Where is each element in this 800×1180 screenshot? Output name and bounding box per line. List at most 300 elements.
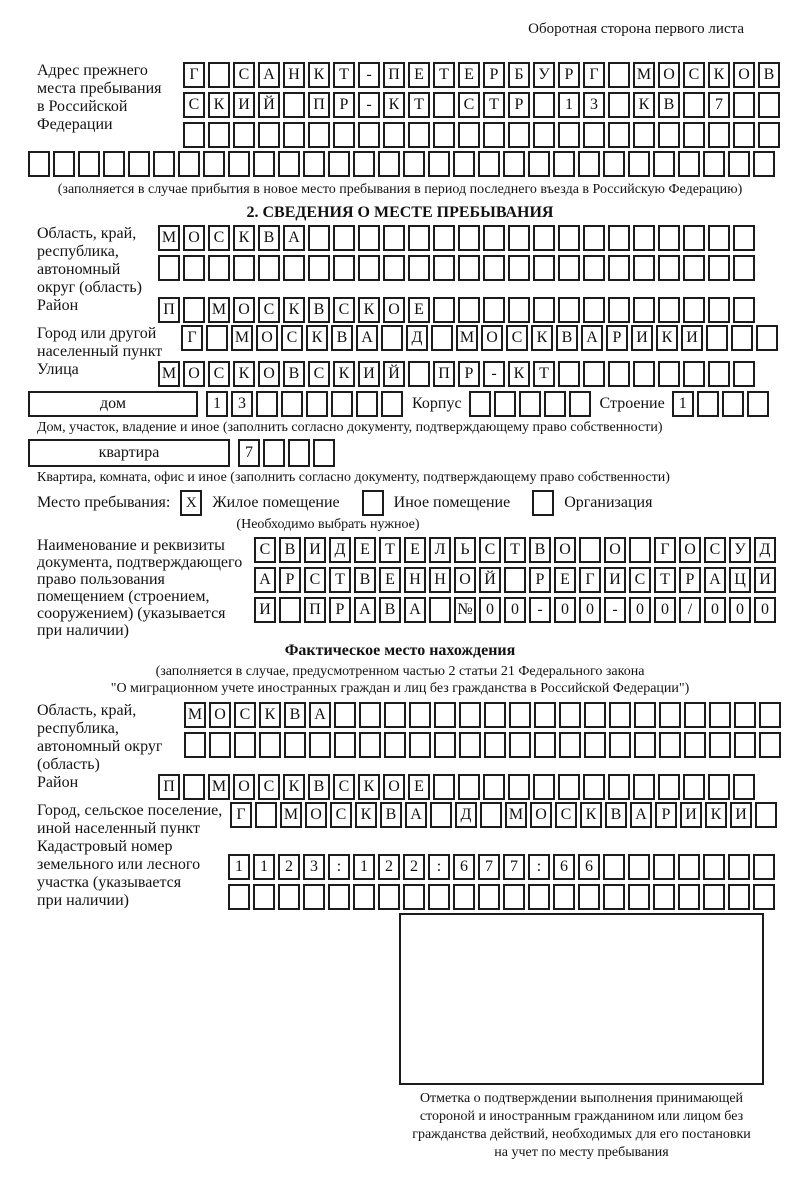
char-cell[interactable] (544, 391, 566, 417)
char-cell[interactable]: И (304, 537, 326, 563)
char-cell[interactable]: В (308, 297, 330, 323)
char-cell[interactable] (722, 391, 744, 417)
char-cell[interactable] (683, 774, 705, 800)
char-cell[interactable] (430, 802, 452, 828)
char-cell[interactable] (359, 732, 381, 758)
char-cell[interactable]: / (679, 597, 701, 623)
char-cell[interactable]: В (354, 567, 376, 593)
char-cell[interactable] (183, 122, 205, 148)
char-cell[interactable]: Г (654, 537, 676, 563)
char-cell[interactable]: С (704, 537, 726, 563)
char-cell[interactable] (158, 255, 180, 281)
char-cell[interactable] (458, 225, 480, 251)
char-cell[interactable] (733, 774, 755, 800)
char-cell[interactable]: Й (383, 361, 405, 387)
char-cell[interactable] (709, 702, 731, 728)
char-cell[interactable]: В (529, 537, 551, 563)
char-cell[interactable]: 3 (303, 854, 325, 880)
char-cell[interactable] (708, 774, 730, 800)
char-cell[interactable] (728, 151, 750, 177)
char-cell[interactable]: 6 (578, 854, 600, 880)
char-cell[interactable]: С (281, 325, 303, 351)
char-cell[interactable]: Р (679, 567, 701, 593)
char-cell[interactable] (434, 702, 456, 728)
char-cell[interactable]: А (258, 62, 280, 88)
char-cell[interactable]: М (208, 774, 230, 800)
char-cell[interactable] (256, 391, 278, 417)
char-cell[interactable]: О (554, 537, 576, 563)
char-cell[interactable] (733, 361, 755, 387)
char-cell[interactable]: И (730, 802, 752, 828)
char-cell[interactable] (658, 225, 680, 251)
char-cell[interactable]: С (555, 802, 577, 828)
char-cell[interactable]: А (404, 597, 426, 623)
char-cell[interactable]: 7 (478, 854, 500, 880)
char-cell[interactable]: Р (279, 567, 301, 593)
char-cell[interactable]: К (208, 92, 230, 118)
char-cell[interactable]: В (283, 361, 305, 387)
char-cell[interactable]: К (656, 325, 678, 351)
char-cell[interactable] (408, 225, 430, 251)
char-cell[interactable] (583, 122, 605, 148)
char-cell[interactable] (409, 702, 431, 728)
char-cell[interactable] (658, 297, 680, 323)
char-cell[interactable]: В (658, 92, 680, 118)
char-cell[interactable] (353, 884, 375, 910)
char-cell[interactable]: С (208, 361, 230, 387)
char-cell[interactable] (708, 122, 730, 148)
char-cell[interactable] (208, 122, 230, 148)
char-cell[interactable]: 7 (708, 92, 730, 118)
char-cell[interactable] (403, 884, 425, 910)
char-cell[interactable]: Н (429, 567, 451, 593)
char-cell[interactable]: М (633, 62, 655, 88)
char-cell[interactable] (733, 255, 755, 281)
char-cell[interactable]: В (556, 325, 578, 351)
char-cell[interactable] (309, 732, 331, 758)
char-cell[interactable] (153, 151, 175, 177)
char-cell[interactable]: С (333, 774, 355, 800)
char-cell[interactable] (583, 255, 605, 281)
char-cell[interactable]: О (233, 774, 255, 800)
char-cell[interactable] (233, 255, 255, 281)
char-cell[interactable] (708, 361, 730, 387)
house-type-box[interactable]: дом (28, 391, 198, 417)
char-cell[interactable] (284, 732, 306, 758)
char-cell[interactable]: М (184, 702, 206, 728)
char-cell[interactable] (558, 774, 580, 800)
char-cell[interactable] (431, 325, 453, 351)
char-cell[interactable] (533, 122, 555, 148)
char-cell[interactable]: О (733, 62, 755, 88)
char-cell[interactable] (208, 255, 230, 281)
char-cell[interactable]: К (358, 774, 380, 800)
char-cell[interactable] (703, 884, 725, 910)
char-cell[interactable] (408, 255, 430, 281)
char-cell[interactable]: Г (579, 567, 601, 593)
char-cell[interactable]: Т (654, 567, 676, 593)
char-cell[interactable] (684, 702, 706, 728)
char-cell[interactable] (459, 702, 481, 728)
char-cell[interactable] (356, 391, 378, 417)
char-cell[interactable]: С (458, 92, 480, 118)
char-cell[interactable] (308, 225, 330, 251)
char-cell[interactable]: П (158, 774, 180, 800)
char-cell[interactable]: С (333, 297, 355, 323)
char-cell[interactable] (359, 702, 381, 728)
char-cell[interactable]: Е (408, 62, 430, 88)
char-cell[interactable] (579, 537, 601, 563)
char-cell[interactable]: О (383, 297, 405, 323)
char-cell[interactable] (533, 225, 555, 251)
char-cell[interactable] (733, 225, 755, 251)
char-cell[interactable] (559, 732, 581, 758)
char-cell[interactable]: О (454, 567, 476, 593)
char-cell[interactable]: В (258, 225, 280, 251)
char-cell[interactable]: 1 (672, 391, 694, 417)
char-cell[interactable] (283, 92, 305, 118)
char-cell[interactable] (683, 255, 705, 281)
char-cell[interactable] (658, 774, 680, 800)
char-cell[interactable] (259, 732, 281, 758)
char-cell[interactable]: Д (754, 537, 776, 563)
char-cell[interactable] (206, 325, 228, 351)
char-cell[interactable] (333, 225, 355, 251)
char-cell[interactable] (308, 122, 330, 148)
char-cell[interactable] (409, 732, 431, 758)
char-cell[interactable]: М (456, 325, 478, 351)
char-cell[interactable]: П (308, 92, 330, 118)
char-cell[interactable]: И (680, 802, 702, 828)
char-cell[interactable] (258, 255, 280, 281)
char-cell[interactable] (658, 255, 680, 281)
char-cell[interactable] (684, 732, 706, 758)
char-cell[interactable]: 7 (503, 854, 525, 880)
char-cell[interactable] (279, 597, 301, 623)
char-cell[interactable]: К (233, 225, 255, 251)
char-cell[interactable] (209, 732, 231, 758)
char-cell[interactable]: В (331, 325, 353, 351)
char-cell[interactable] (478, 151, 500, 177)
char-cell[interactable]: - (483, 361, 505, 387)
char-cell[interactable]: В (279, 537, 301, 563)
char-cell[interactable] (433, 774, 455, 800)
char-cell[interactable] (703, 151, 725, 177)
char-cell[interactable]: К (283, 297, 305, 323)
char-cell[interactable] (383, 225, 405, 251)
char-cell[interactable] (734, 732, 756, 758)
char-cell[interactable] (708, 225, 730, 251)
char-cell[interactable] (428, 151, 450, 177)
char-cell[interactable] (334, 702, 356, 728)
char-cell[interactable]: И (604, 567, 626, 593)
char-cell[interactable] (228, 151, 250, 177)
char-cell[interactable] (429, 597, 451, 623)
char-cell[interactable]: О (679, 537, 701, 563)
char-cell[interactable]: 2 (378, 854, 400, 880)
char-cell[interactable] (528, 151, 550, 177)
char-cell[interactable] (653, 151, 675, 177)
char-cell[interactable]: Р (458, 361, 480, 387)
char-cell[interactable]: С (258, 774, 280, 800)
char-cell[interactable]: С (258, 297, 280, 323)
char-cell[interactable]: 0 (704, 597, 726, 623)
char-cell[interactable] (633, 225, 655, 251)
char-cell[interactable] (609, 702, 631, 728)
char-cell[interactable]: С (506, 325, 528, 351)
char-cell[interactable] (697, 391, 719, 417)
char-cell[interactable] (553, 884, 575, 910)
char-cell[interactable] (433, 92, 455, 118)
char-cell[interactable] (608, 122, 630, 148)
char-cell[interactable]: О (383, 774, 405, 800)
char-cell[interactable] (353, 151, 375, 177)
char-cell[interactable]: Н (283, 62, 305, 88)
char-cell[interactable]: С (479, 537, 501, 563)
char-cell[interactable]: К (283, 774, 305, 800)
char-cell[interactable]: А (356, 325, 378, 351)
char-cell[interactable]: 6 (553, 854, 575, 880)
char-cell[interactable]: Е (408, 297, 430, 323)
char-cell[interactable] (508, 122, 530, 148)
char-cell[interactable] (609, 732, 631, 758)
char-cell[interactable] (184, 732, 206, 758)
char-cell[interactable] (758, 122, 780, 148)
char-cell[interactable]: К (705, 802, 727, 828)
char-cell[interactable]: Т (533, 361, 555, 387)
char-cell[interactable] (603, 151, 625, 177)
char-cell[interactable]: Р (508, 92, 530, 118)
char-cell[interactable] (728, 884, 750, 910)
char-cell[interactable]: - (358, 62, 380, 88)
char-cell[interactable] (683, 361, 705, 387)
checkbox-other-premises[interactable] (362, 490, 384, 516)
char-cell[interactable] (583, 225, 605, 251)
char-cell[interactable]: С (308, 361, 330, 387)
char-cell[interactable] (558, 297, 580, 323)
char-cell[interactable]: С (304, 567, 326, 593)
char-cell[interactable]: С (234, 702, 256, 728)
char-cell[interactable]: Й (258, 92, 280, 118)
char-cell[interactable]: : (528, 854, 550, 880)
char-cell[interactable] (756, 325, 778, 351)
char-cell[interactable]: Т (483, 92, 505, 118)
char-cell[interactable] (333, 255, 355, 281)
char-cell[interactable]: 1 (353, 854, 375, 880)
char-cell[interactable]: Р (655, 802, 677, 828)
char-cell[interactable] (628, 151, 650, 177)
char-cell[interactable]: И (233, 92, 255, 118)
char-cell[interactable] (233, 122, 255, 148)
char-cell[interactable]: У (729, 537, 751, 563)
char-cell[interactable]: М (158, 225, 180, 251)
char-cell[interactable] (334, 732, 356, 758)
char-cell[interactable] (494, 391, 516, 417)
char-cell[interactable] (328, 884, 350, 910)
char-cell[interactable]: 3 (231, 391, 253, 417)
char-cell[interactable] (755, 802, 777, 828)
char-cell[interactable] (569, 391, 591, 417)
char-cell[interactable]: П (304, 597, 326, 623)
char-cell[interactable] (683, 92, 705, 118)
char-cell[interactable]: Ь (454, 537, 476, 563)
apartment-type-box[interactable]: квартира (28, 439, 230, 467)
char-cell[interactable]: А (283, 225, 305, 251)
char-cell[interactable] (608, 92, 630, 118)
char-cell[interactable]: 0 (654, 597, 676, 623)
char-cell[interactable] (578, 151, 600, 177)
char-cell[interactable] (483, 297, 505, 323)
char-cell[interactable] (383, 255, 405, 281)
char-cell[interactable]: В (605, 802, 627, 828)
char-cell[interactable]: К (355, 802, 377, 828)
char-cell[interactable] (753, 884, 775, 910)
char-cell[interactable]: Е (458, 62, 480, 88)
char-cell[interactable]: 0 (729, 597, 751, 623)
char-cell[interactable] (608, 297, 630, 323)
char-cell[interactable]: 0 (754, 597, 776, 623)
char-cell[interactable]: А (354, 597, 376, 623)
char-cell[interactable] (603, 854, 625, 880)
char-cell[interactable] (583, 361, 605, 387)
char-cell[interactable] (503, 151, 525, 177)
char-cell[interactable] (733, 297, 755, 323)
char-cell[interactable] (433, 122, 455, 148)
char-cell[interactable]: М (505, 802, 527, 828)
char-cell[interactable] (331, 391, 353, 417)
char-cell[interactable] (234, 732, 256, 758)
char-cell[interactable]: Г (183, 62, 205, 88)
char-cell[interactable] (103, 151, 125, 177)
char-cell[interactable] (183, 297, 205, 323)
char-cell[interactable]: Й (479, 567, 501, 593)
char-cell[interactable] (633, 361, 655, 387)
char-cell[interactable] (253, 884, 275, 910)
char-cell[interactable]: Г (181, 325, 203, 351)
checkbox-residential[interactable]: X (180, 490, 202, 516)
char-cell[interactable]: 2 (403, 854, 425, 880)
char-cell[interactable]: - (358, 92, 380, 118)
char-cell[interactable]: 7 (238, 439, 260, 467)
char-cell[interactable]: О (481, 325, 503, 351)
char-cell[interactable] (553, 151, 575, 177)
char-cell[interactable] (78, 151, 100, 177)
char-cell[interactable] (478, 884, 500, 910)
char-cell[interactable]: С (233, 62, 255, 88)
char-cell[interactable]: Т (504, 537, 526, 563)
char-cell[interactable] (628, 854, 650, 880)
char-cell[interactable]: Т (333, 62, 355, 88)
char-cell[interactable]: 0 (629, 597, 651, 623)
char-cell[interactable] (658, 361, 680, 387)
char-cell[interactable] (183, 255, 205, 281)
char-cell[interactable] (458, 255, 480, 281)
char-cell[interactable] (358, 255, 380, 281)
char-cell[interactable] (733, 122, 755, 148)
char-cell[interactable]: С (254, 537, 276, 563)
char-cell[interactable] (281, 391, 303, 417)
char-cell[interactable] (203, 151, 225, 177)
char-cell[interactable]: К (308, 62, 330, 88)
char-cell[interactable]: К (580, 802, 602, 828)
char-cell[interactable]: О (183, 225, 205, 251)
char-cell[interactable] (608, 774, 630, 800)
char-cell[interactable]: Б (508, 62, 530, 88)
char-cell[interactable]: Л (429, 537, 451, 563)
char-cell[interactable] (509, 732, 531, 758)
char-cell[interactable]: 6 (453, 854, 475, 880)
char-cell[interactable]: Г (230, 802, 252, 828)
char-cell[interactable] (628, 884, 650, 910)
char-cell[interactable]: Р (558, 62, 580, 88)
char-cell[interactable] (458, 122, 480, 148)
char-cell[interactable] (303, 151, 325, 177)
char-cell[interactable]: 0 (504, 597, 526, 623)
char-cell[interactable] (683, 297, 705, 323)
char-cell[interactable] (534, 702, 556, 728)
char-cell[interactable] (483, 774, 505, 800)
char-cell[interactable]: 0 (479, 597, 501, 623)
char-cell[interactable]: К (383, 92, 405, 118)
char-cell[interactable] (333, 122, 355, 148)
char-cell[interactable] (533, 297, 555, 323)
char-cell[interactable]: А (309, 702, 331, 728)
char-cell[interactable]: О (305, 802, 327, 828)
char-cell[interactable]: В (284, 702, 306, 728)
char-cell[interactable]: К (708, 62, 730, 88)
char-cell[interactable]: О (658, 62, 680, 88)
char-cell[interactable] (384, 732, 406, 758)
char-cell[interactable] (584, 732, 606, 758)
char-cell[interactable] (678, 151, 700, 177)
char-cell[interactable]: О (209, 702, 231, 728)
char-cell[interactable] (408, 361, 430, 387)
char-cell[interactable]: О (530, 802, 552, 828)
char-cell[interactable] (753, 854, 775, 880)
char-cell[interactable] (504, 567, 526, 593)
char-cell[interactable] (278, 151, 300, 177)
char-cell[interactable]: 1 (228, 854, 250, 880)
char-cell[interactable] (634, 732, 656, 758)
char-cell[interactable]: - (604, 597, 626, 623)
char-cell[interactable] (483, 255, 505, 281)
char-cell[interactable]: С (330, 802, 352, 828)
char-cell[interactable]: 1 (206, 391, 228, 417)
char-cell[interactable] (458, 297, 480, 323)
char-cell[interactable] (503, 884, 525, 910)
char-cell[interactable] (308, 255, 330, 281)
char-cell[interactable]: Д (455, 802, 477, 828)
char-cell[interactable] (483, 225, 505, 251)
char-cell[interactable] (759, 702, 781, 728)
char-cell[interactable]: А (405, 802, 427, 828)
char-cell[interactable] (381, 325, 403, 351)
char-cell[interactable]: К (508, 361, 530, 387)
char-cell[interactable]: Р (333, 92, 355, 118)
char-cell[interactable] (483, 122, 505, 148)
char-cell[interactable] (533, 774, 555, 800)
char-cell[interactable] (381, 391, 403, 417)
char-cell[interactable]: 1 (253, 854, 275, 880)
char-cell[interactable] (208, 62, 230, 88)
char-cell[interactable] (633, 774, 655, 800)
char-cell[interactable]: С (208, 225, 230, 251)
char-cell[interactable] (358, 225, 380, 251)
char-cell[interactable]: Т (379, 537, 401, 563)
char-cell[interactable] (653, 884, 675, 910)
char-cell[interactable]: 2 (278, 854, 300, 880)
char-cell[interactable] (733, 92, 755, 118)
